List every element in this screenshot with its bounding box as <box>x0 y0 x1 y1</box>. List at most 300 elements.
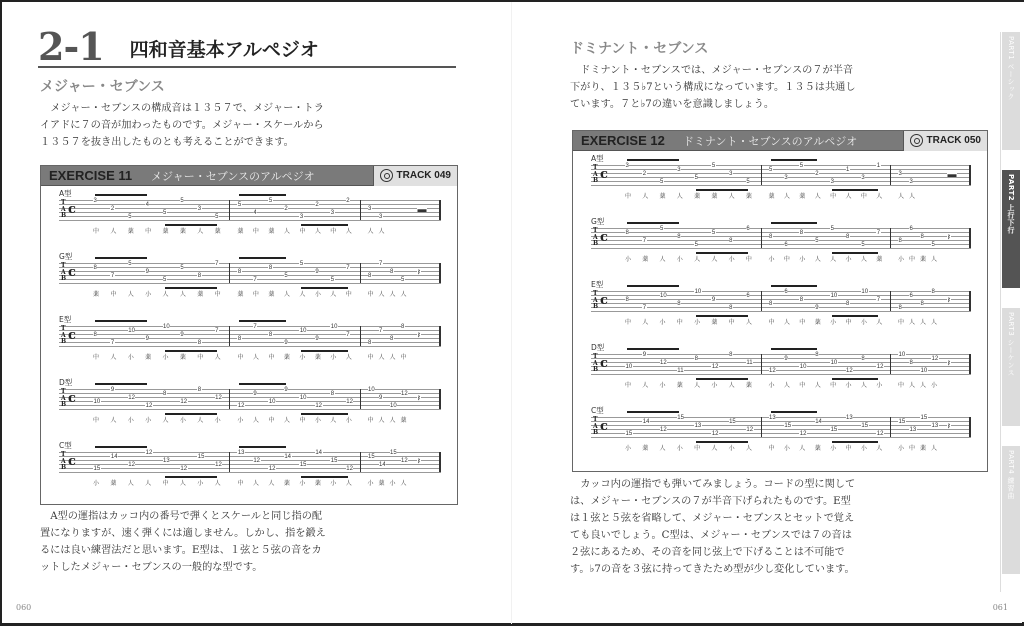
tab-clef: T A B <box>593 353 599 374</box>
fret-number: 13 <box>931 423 939 429</box>
fret-number: 15 <box>898 419 906 425</box>
fret-number: 7 <box>346 332 350 338</box>
finger-label: 人 <box>252 480 259 487</box>
fret-number: 8 <box>898 305 902 311</box>
note-beam <box>771 348 817 350</box>
fret-number: 5 <box>401 277 405 283</box>
fret-number: 8 <box>729 352 733 358</box>
fret-number: 2 <box>315 202 319 208</box>
finger-label: 人 <box>400 480 407 487</box>
finger-label: 中 <box>909 445 916 452</box>
fret-number: 10 <box>93 399 101 405</box>
finger-label: 人 <box>127 480 134 487</box>
final-barline <box>439 326 441 346</box>
side-tab-part2[interactable]: PART2 上行下行 <box>1002 170 1020 288</box>
fret-number: 3 <box>677 167 681 173</box>
finger-label: 人 <box>197 417 204 424</box>
fret-number: 7 <box>642 238 647 244</box>
finger-label: 中 <box>252 228 259 235</box>
fret-number: 12 <box>346 466 353 472</box>
fret-number: 7 <box>379 261 383 267</box>
finger-label: 小 <box>162 354 169 361</box>
fret-number: 15 <box>784 423 792 429</box>
barline <box>890 165 891 185</box>
finger-label: 人 <box>642 382 649 389</box>
finger-label: 中 <box>268 417 275 424</box>
fret-number: 12 <box>180 466 188 472</box>
finger-label: 薬 <box>659 193 666 200</box>
fret-number: 3 <box>197 206 202 212</box>
fret-number: 9 <box>284 340 288 346</box>
tab-clef: T A B <box>61 325 67 346</box>
common-time-icon: c <box>68 328 76 343</box>
fret-number: 10 <box>163 324 170 330</box>
fret-number: 8 <box>677 234 681 240</box>
finger-label: 薬 <box>283 480 290 487</box>
fret-number: 9 <box>315 336 319 342</box>
fret-number: 8 <box>390 269 394 275</box>
fret-number: 15 <box>368 454 375 460</box>
fret-number: 6 <box>784 289 788 295</box>
fret-number: 12 <box>711 364 719 370</box>
fret-number: 5 <box>128 261 132 267</box>
finger-label: 中 <box>367 417 374 424</box>
fret-number: 12 <box>268 466 276 472</box>
track-label: TRACK 049 <box>396 170 451 181</box>
fret-number: 10 <box>898 352 906 358</box>
note-beam <box>239 320 285 322</box>
fret-number: 8 <box>729 305 733 311</box>
note-beam <box>239 194 285 196</box>
fret-number: 12 <box>401 391 408 397</box>
tab-staff <box>59 200 441 220</box>
fret-number: 8 <box>197 387 202 393</box>
finger-label: 小 <box>345 417 352 424</box>
fret-number: 9 <box>253 391 257 397</box>
note-beam <box>239 446 285 448</box>
fret-number: 12 <box>145 450 153 456</box>
tab-clef: T A B <box>61 451 67 472</box>
tab-staff-row <box>41 440 457 500</box>
fret-number: 8 <box>625 297 629 303</box>
note-beam <box>239 257 285 259</box>
finger-label: 人 <box>860 256 867 263</box>
rest-icon: ▬ <box>417 204 427 214</box>
fret-number: 5 <box>284 273 288 279</box>
finger-label: 中 <box>745 256 752 263</box>
fret-number: 3 <box>625 163 629 169</box>
track-badge[interactable] <box>373 166 457 186</box>
fret-number: 12 <box>660 427 667 433</box>
shape-label: E型 <box>59 315 72 324</box>
exercise-header <box>573 131 987 151</box>
finger-label: 小 <box>314 291 321 298</box>
left-page <box>2 2 512 622</box>
shape-label: E型 <box>591 280 604 289</box>
barline <box>229 200 230 220</box>
fret-number: 10 <box>920 368 928 374</box>
fret-number: 8 <box>163 391 167 397</box>
finger-label: 人 <box>345 228 352 235</box>
finger-label: 人 <box>931 445 938 452</box>
fret-number: 9 <box>815 305 819 311</box>
finger-label: 人 <box>162 291 169 298</box>
finger-label: 薬 <box>694 193 701 200</box>
shape-label: G型 <box>591 217 605 226</box>
note-beam <box>95 383 147 385</box>
fret-number: 10 <box>368 387 375 393</box>
finger-label: 小 <box>830 319 837 326</box>
finger-label: 小 <box>931 382 938 389</box>
finger-label: 人 <box>252 417 259 424</box>
fret-number: 7 <box>253 277 257 283</box>
fret-number: 15 <box>93 466 101 472</box>
track-badge[interactable] <box>903 131 987 151</box>
fret-number: 8 <box>197 273 202 279</box>
fret-number: 3 <box>898 171 902 177</box>
fret-number: 12 <box>876 364 884 370</box>
finger-label: 人 <box>711 256 718 263</box>
finger-label: 小 <box>625 256 632 263</box>
fret-number: 12 <box>876 431 884 437</box>
finger-label: 人 <box>898 193 905 200</box>
finger-label: 小 <box>659 319 666 326</box>
fret-number: 5 <box>128 214 132 220</box>
shape-label: D型 <box>59 378 73 387</box>
finger-label: 人 <box>145 480 152 487</box>
finger-label: 人 <box>314 228 321 235</box>
note-beam <box>239 383 285 385</box>
barline <box>360 200 361 220</box>
finger-label: 中 <box>299 228 306 235</box>
common-time-icon: c <box>68 391 76 406</box>
finger-label: 小 <box>127 417 134 424</box>
fret-number: 8 <box>799 297 804 303</box>
finger-label: 薬 <box>642 445 649 452</box>
rest-icon: 𝄽 <box>417 267 421 277</box>
fret-number: 12 <box>253 458 260 464</box>
fret-number: 6 <box>746 293 750 299</box>
finger-label: 人 <box>389 291 396 298</box>
finger-label: 小 <box>876 382 883 389</box>
finger-label: 中 <box>768 319 775 326</box>
fret-number: 10 <box>299 328 307 334</box>
finger-label: 人 <box>389 417 396 424</box>
fret-number: 3 <box>784 175 788 181</box>
note-beam <box>95 194 147 196</box>
barline <box>360 263 361 283</box>
fret-number: 5 <box>268 198 273 204</box>
fret-number: 8 <box>931 289 935 295</box>
fret-number: 15 <box>861 423 869 429</box>
tab-staff-row <box>573 279 987 339</box>
side-rule <box>1000 32 1001 592</box>
fret-number: 3 <box>299 214 304 220</box>
finger-label: 人 <box>920 382 927 389</box>
common-time-icon: c <box>600 293 608 308</box>
finger-label: 人 <box>367 228 374 235</box>
fret-number: 2 <box>110 206 115 212</box>
fret-number: 12 <box>215 395 222 401</box>
shape-label: D型 <box>591 343 605 352</box>
rest-icon: 𝄽 <box>947 232 951 242</box>
finger-label: 人 <box>909 382 916 389</box>
note-beam <box>771 285 817 287</box>
finger-label: 人 <box>694 382 701 389</box>
finger-label: 中 <box>830 193 837 200</box>
finger-label: 人 <box>378 291 385 298</box>
fret-number: 5 <box>330 277 335 283</box>
finger-label: 薬 <box>920 445 927 452</box>
final-barline <box>439 200 441 220</box>
final-barline <box>969 228 971 248</box>
finger-label: 中 <box>728 319 735 326</box>
finger-label: 薬 <box>314 480 321 487</box>
barline <box>761 417 762 437</box>
page-number-left: 060 <box>16 603 32 612</box>
finger-label: 小 <box>145 291 152 298</box>
fret-number: 8 <box>769 301 773 307</box>
fret-number: 2 <box>815 171 819 177</box>
intro-paragraph-dominant7: ドミナント・セブンスでは、メジャー・セブンスの７が半音下がり、１３５♭7という構成になっています。１３５は共通しています。７と♭7の違いを意識しましょう。 <box>570 65 856 110</box>
fret-number: 9 <box>145 269 149 275</box>
fret-number: 5 <box>711 163 716 169</box>
rest-icon: 𝄽 <box>417 330 421 340</box>
closing-paragraph-dominant7: カッコ内の運指でも弾いてみましょう。コードの型に関しては、メジャー・セブンスの７が半音下げられたものです。E型は１弦と５弦を省略して、メジャー・セブンスとセットで覚えても良いでしょう。C型は、メジャー・セブンスでは７の音は２弦にあるため、その音を同じ弦上で下げることは不可能です。♭7の音を３弦に持ってきたため型が少し変化しています。 <box>570 479 856 575</box>
finger-label: 中 <box>93 228 100 235</box>
fret-number: 3 <box>330 210 335 216</box>
tab-clef: T A B <box>593 416 599 437</box>
final-barline <box>969 417 971 437</box>
fret-number: 12 <box>315 403 322 409</box>
side-tab-part4[interactable]: PART4 練習曲 <box>1002 446 1020 574</box>
finger-label: 中 <box>93 417 100 424</box>
finger-label: 小 <box>145 417 152 424</box>
fret-number: 15 <box>197 454 205 460</box>
chapter-number: 2-1 <box>38 24 104 69</box>
finger-label: 中 <box>268 354 275 361</box>
finger-label: 中 <box>299 417 306 424</box>
fret-number: 6 <box>746 226 750 232</box>
final-barline <box>969 354 971 374</box>
fingering-row <box>59 289 441 299</box>
page-number-right: 061 <box>992 603 1008 612</box>
fret-number: 13 <box>769 415 776 421</box>
finger-label: 人 <box>783 382 790 389</box>
fret-number: 15 <box>625 431 633 437</box>
finger-label: 人 <box>197 228 204 235</box>
fret-number: 5 <box>660 226 664 232</box>
finger-label: 人 <box>845 193 852 200</box>
finger-label: 薬 <box>314 354 321 361</box>
fret-number: 5 <box>299 261 304 267</box>
fret-number: 12 <box>237 403 245 409</box>
finger-label: 中 <box>909 256 916 263</box>
fret-number: 1 <box>846 167 850 173</box>
fret-number: 12 <box>401 458 408 464</box>
barline <box>890 354 891 374</box>
fret-number: 2 <box>642 171 647 177</box>
tab-staff-row <box>41 251 457 311</box>
fingering-row <box>59 478 441 488</box>
finger-label: 薬 <box>179 354 186 361</box>
exercise-number: EXERCISE 12 <box>581 133 665 148</box>
finger-label: 小 <box>768 382 775 389</box>
fret-number: 12 <box>180 399 188 405</box>
note-beam <box>627 159 679 161</box>
fret-number: 10 <box>330 324 338 330</box>
fret-number: 10 <box>128 328 135 334</box>
fret-number: 8 <box>799 230 804 236</box>
fingering-row <box>591 317 971 327</box>
finger-label: 人 <box>728 382 735 389</box>
fret-number: 10 <box>694 289 702 295</box>
fret-number: 8 <box>237 269 242 275</box>
rest-icon: 𝄽 <box>947 421 951 431</box>
finger-label: 薬 <box>920 256 927 263</box>
finger-label: 中 <box>252 291 259 298</box>
fret-number: 7 <box>346 265 350 271</box>
note-beam <box>95 446 147 448</box>
fret-number: 10 <box>625 364 633 370</box>
finger-label: 中 <box>237 480 244 487</box>
fret-number: 9 <box>145 336 149 342</box>
fret-number: 5 <box>163 210 167 216</box>
cd-icon <box>910 134 923 147</box>
fret-number: 6 <box>909 293 913 299</box>
fret-number: 1 <box>876 163 881 169</box>
tab-staff-row <box>573 216 987 276</box>
finger-label: 薬 <box>745 382 752 389</box>
fret-number: 8 <box>729 238 733 244</box>
finger-label: 中 <box>845 445 852 452</box>
finger-label: 薬 <box>711 319 718 326</box>
fret-number: 9 <box>284 387 288 393</box>
fret-number: 14 <box>815 419 822 425</box>
finger-label: 薬 <box>400 417 407 424</box>
finger-label: 小 <box>898 256 905 263</box>
tab-staff-row <box>41 377 457 437</box>
finger-label: 中 <box>197 354 204 361</box>
finger-label: 薬 <box>676 382 683 389</box>
finger-label: 中 <box>145 228 152 235</box>
finger-label: 中 <box>237 354 244 361</box>
chapter-heading <box>38 24 456 69</box>
tab-staff <box>59 263 441 283</box>
finger-label: 薬 <box>93 291 100 298</box>
fret-number: 12 <box>746 427 754 433</box>
fret-number: 3 <box>729 171 733 177</box>
exercise-header <box>41 166 457 186</box>
barline <box>761 354 762 374</box>
finger-label: 人 <box>909 319 916 326</box>
finger-label: 薬 <box>768 193 775 200</box>
fret-number: 5 <box>830 226 834 232</box>
fret-number: 10 <box>660 293 667 299</box>
closing-paragraph-major7: A型の運指はカッコ内の番号で弾くとスケールと同じ指の配置になりますが、速く弾くには適しません。しかし、指を鍛えるには良い練習法だと思います。E型は、１弦と５弦の音をカットしたメジャー・セブンスの一般的な型です。 <box>40 511 326 573</box>
chapter-title: 四和音基本アルペジオ <box>129 39 319 61</box>
fret-number: 8 <box>368 273 372 279</box>
shape-label: A型 <box>59 189 72 198</box>
fret-number: 5 <box>215 214 219 220</box>
fret-number: 14 <box>315 450 322 456</box>
barline <box>360 452 361 472</box>
fret-number: 12 <box>769 368 776 374</box>
fret-number: 6 <box>909 226 913 232</box>
finger-label: 人 <box>179 291 186 298</box>
finger-label: 小 <box>214 417 221 424</box>
tab-clef: T A B <box>61 388 67 409</box>
fret-number: 5 <box>180 265 184 271</box>
fret-number: 8 <box>93 332 97 338</box>
fingering-row <box>59 352 441 362</box>
finger-label: 中 <box>330 228 337 235</box>
finger-label: 人 <box>299 291 306 298</box>
fret-number: 12 <box>846 368 853 374</box>
finger-label: 人 <box>711 445 718 452</box>
finger-label: 人 <box>659 256 666 263</box>
side-tab-part3[interactable]: PART3 シーケンス <box>1002 308 1020 426</box>
tab-staff <box>591 354 971 374</box>
exercise-title: ドミナント・セブンスのアルペジオ <box>683 134 858 148</box>
tab-clef: T A B <box>61 262 67 283</box>
finger-label: 小 <box>237 417 244 424</box>
fret-number: 12 <box>931 356 939 362</box>
exercise-12-box <box>572 130 988 472</box>
fret-number: 3 <box>909 179 913 185</box>
fret-number: 7 <box>642 305 647 311</box>
fret-number: 7 <box>876 230 881 236</box>
finger-label: 小 <box>179 417 186 424</box>
tab-staff <box>591 291 971 311</box>
tab-staff <box>591 228 971 248</box>
finger-label: 小 <box>768 256 775 263</box>
finger-label: 人 <box>400 291 407 298</box>
finger-label: 人 <box>214 354 221 361</box>
fret-number: 5 <box>694 175 698 181</box>
note-beam <box>627 411 679 413</box>
fret-number: 7 <box>379 328 383 334</box>
finger-label: 小 <box>299 480 306 487</box>
fret-number: 10 <box>390 403 397 409</box>
finger-label: 小 <box>728 445 735 452</box>
finger-label: 人 <box>931 256 938 263</box>
fret-number: 10 <box>830 360 838 366</box>
finger-label: 人 <box>931 319 938 326</box>
fret-number: 7 <box>876 297 881 303</box>
fret-number: 8 <box>909 360 913 366</box>
finger-label: 中 <box>799 319 806 326</box>
fret-number: 8 <box>268 265 273 271</box>
tab-clef: T A B <box>593 290 599 311</box>
finger-label: 小 <box>197 480 204 487</box>
fret-number: 12 <box>346 399 353 405</box>
fret-number: 5 <box>660 179 664 185</box>
finger-label: 薬 <box>283 354 290 361</box>
finger-label: 人 <box>110 228 117 235</box>
finger-label: 人 <box>642 319 649 326</box>
finger-label: 人 <box>814 193 821 200</box>
finger-label: 中 <box>860 193 867 200</box>
note-beam <box>771 411 817 413</box>
side-tab-part1[interactable]: PART1 ベーシック <box>1002 32 1020 150</box>
finger-label: 薬 <box>876 256 883 263</box>
barline <box>890 417 891 437</box>
shape-label: C型 <box>59 441 72 450</box>
fingering-row <box>59 415 441 425</box>
fret-number: 15 <box>299 462 307 468</box>
fret-number: 12 <box>145 403 153 409</box>
